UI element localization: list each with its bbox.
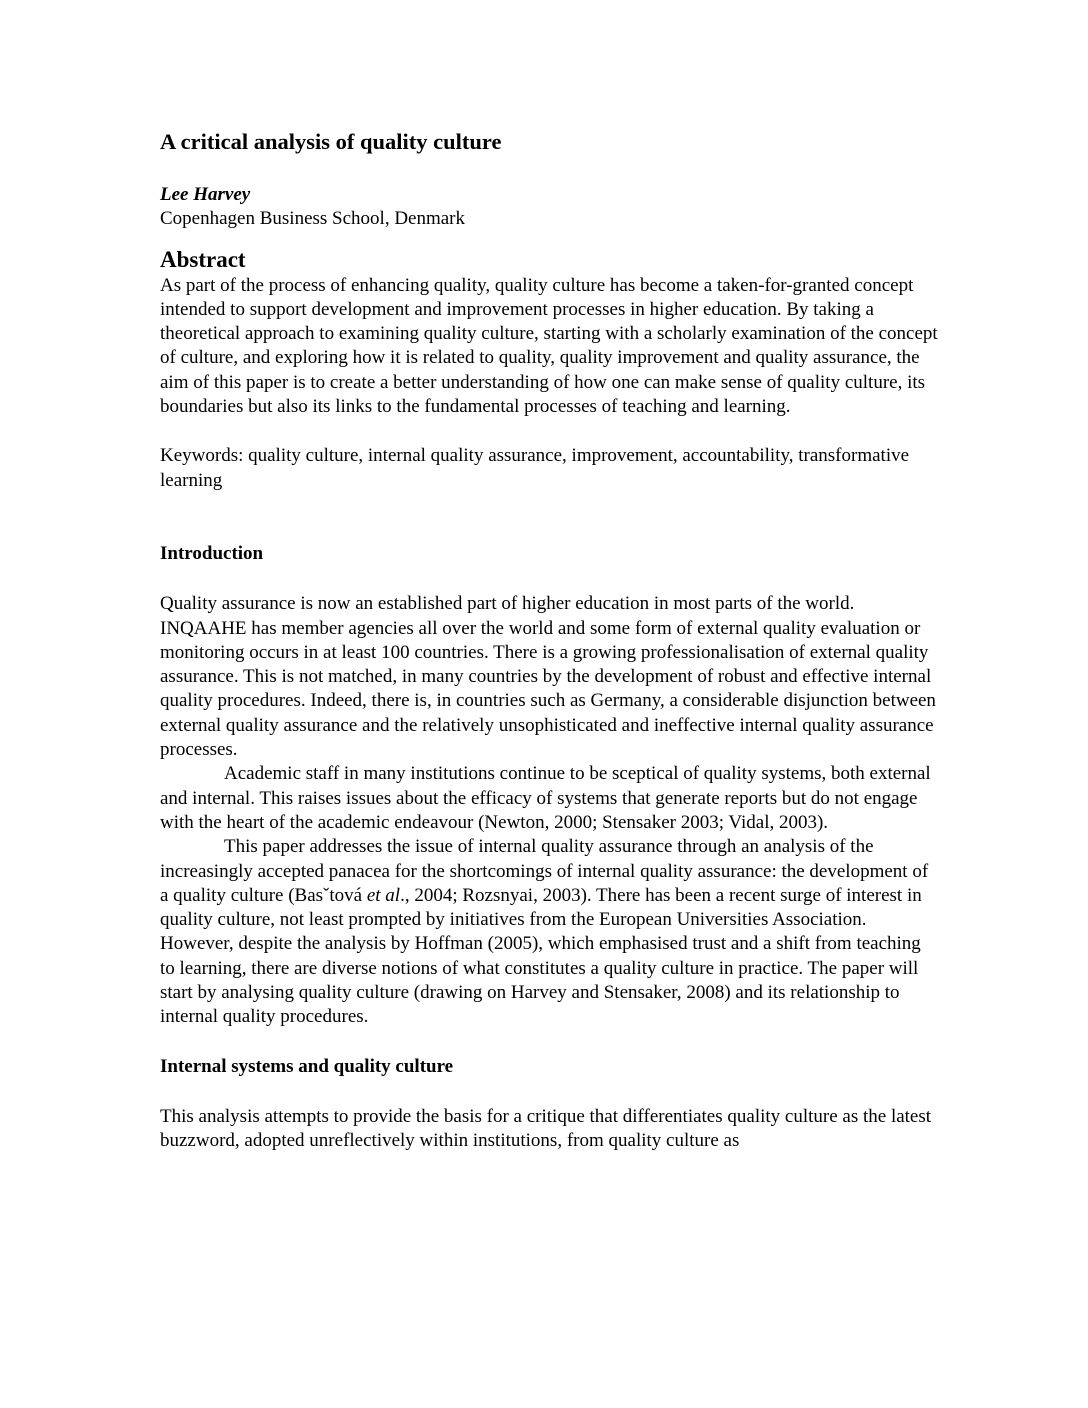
section-heading-introduction: Introduction xyxy=(160,542,264,564)
keywords: Keywords: quality culture, internal quality assurance, improvement, accountability, transformative learning xyxy=(160,445,910,491)
section-heading-internal-systems: Internal systems and quality culture xyxy=(160,1055,454,1077)
introduction-paragraph-1: Quality assurance is now an established part of higher education in most parts of the world. INQAAHE has member agencies all over the world and some form of external quality evaluation or monitoring occurs in at least 100 countries. There is a growing professionalisation of external quality assurance. This is not matched, in many countries by the development of robust and effective internal quality procedures. Indeed, there is, in countries such as Germany, a considerable disjunction between external quality assurance and the relatively unsophisticated and ineffective internal quality assurance processes. xyxy=(160,593,936,761)
author-name: Lee Harvey xyxy=(160,184,251,205)
internal-systems-paragraph-1: This analysis attempts to provide the basis for a critique that differentiates quality culture as the latest buzzword, adopted unreflectively within institutions, from quality culture as xyxy=(160,1105,932,1152)
p3-text-before: This paper addresses the issue of internal quality assurance through an analysis of the increasingly accepted panacea for the shortcomings of internal quality assurance: the development of a quality culture (Basˇtová xyxy=(160,836,929,906)
introduction-paragraph-3 xyxy=(160,835,940,1029)
author-affiliation: Copenhagen Business School, Denmark xyxy=(160,208,466,230)
paper-title: A critical analysis of quality culture xyxy=(160,129,502,154)
page-content xyxy=(160,128,940,1154)
introduction-paragraph-2: Academic staff in many institutions continue to be sceptical of quality systems, both external and internal. This raises issues about the efficacy of systems that generate reports but do not engage with the heart of the academic endeavour (Newton, 2000; Stensaker 2003; Vidal, 2003). xyxy=(160,763,931,833)
abstract-heading: Abstract xyxy=(160,246,246,272)
p3-text-after: ., 2004; Rozsnyai, 2003). There has been a recent surge of interest in quality culture, not least prompted by initiatives from the European Universities Association. However, despite the analysis by Hoffman (2005), which emphasised trust and a shift from teaching to learning, there are diverse notions of what constitutes a quality culture in practice. The paper will start by analysing quality culture (drawing on Harvey and Stensaker, 2008) and its relationship to internal quality procedures. xyxy=(160,884,922,1028)
p3-et-al: et al xyxy=(366,884,401,906)
introduction-body xyxy=(160,592,940,1029)
abstract-text: As part of the process of enhancing quality, quality culture has become a taken-for-granted concept intended to support development and improvement processes in higher education. By taking a theoretical approach to examining quality culture, starting with a scholarly examination of the concept of culture, and exploring how it is related to quality, quality improvement and quality assurance, the aim of this paper is to create a better understanding of how one can make sense of quality culture, its boundaries but also its links to the fundamental processes of teaching and learning. xyxy=(160,274,938,418)
